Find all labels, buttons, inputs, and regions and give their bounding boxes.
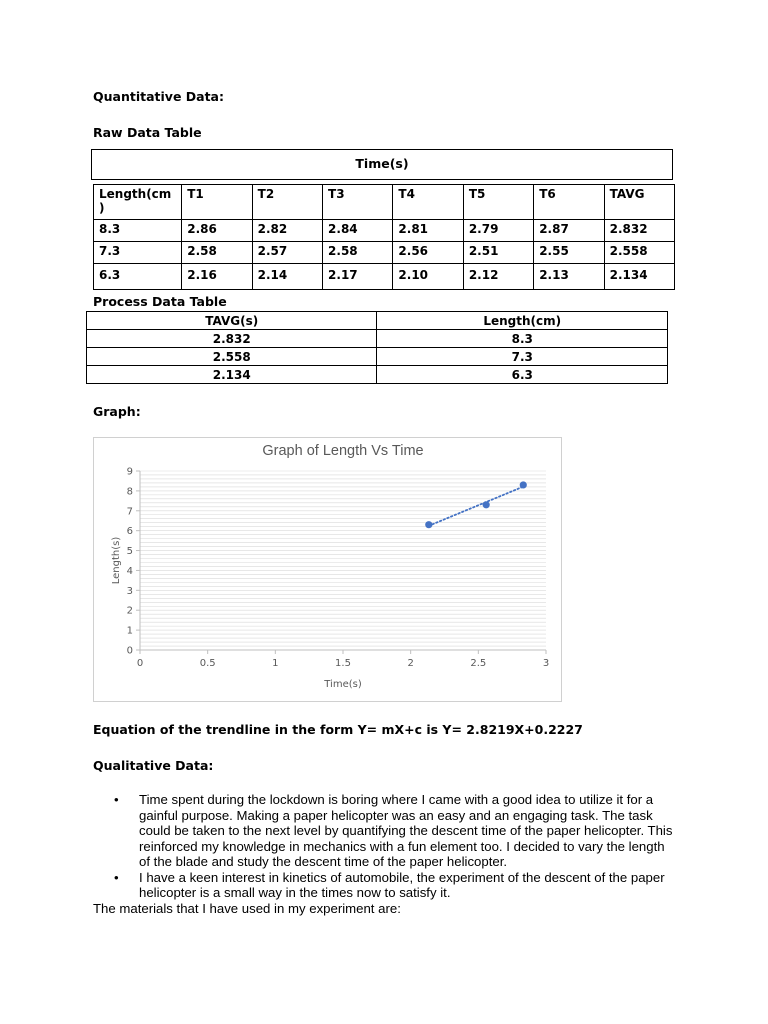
chart-title: Graph of Length Vs Time (262, 443, 424, 459)
column-header: Length(cm ) (94, 185, 182, 220)
table-cell: 6.3 (377, 366, 668, 384)
x-tick-label: 2.5 (470, 658, 487, 669)
table-cell: 2.134 (604, 264, 674, 290)
table-row (87, 348, 668, 366)
y-tick-label: 2 (126, 605, 133, 617)
column-header: T3 (323, 185, 393, 220)
table-row (94, 242, 675, 264)
table-cell: 2.51 (463, 242, 533, 264)
table-cell: 2.14 (252, 264, 322, 290)
data-point (425, 521, 432, 528)
bullet-icon: • (114, 869, 119, 885)
qualitative-heading: Qualitative Data: (93, 758, 214, 773)
list-item-text: Time spent during the lockdown is boring where I came with a good idea to utilize it for a gainful purpose. Making a paper helicopter was an easy and an engaging task. The task could be taken to the next level by quantifying the descent time of the paper helicopter. This reinforced my knowledge in mechanics with a fun element too. I decided to vary the length of the blade and study the descent time of the paper helicopter. (139, 792, 673, 869)
table-cell: 2.832 (87, 330, 377, 348)
table-cell: 7.3 (377, 348, 668, 366)
column-header: T1 (182, 185, 252, 220)
table-cell: 2.58 (323, 242, 393, 264)
table-cell: 8.3 (94, 220, 182, 242)
table-cell: 2.57 (252, 242, 322, 264)
table-cell: 2.87 (534, 220, 604, 242)
x-tick-label: 3 (542, 658, 550, 669)
table-cell: 2.558 (87, 348, 377, 366)
process-data-table (86, 311, 668, 384)
y-axis-label: Length(s) (111, 536, 122, 585)
list-item-text: I have a keen interest in kinetics of automobile, the experiment of the descent of the paper helicopter is a small way in the times now to satisfy it. (139, 869, 665, 900)
quantitative-heading: Quantitative Data: (93, 89, 224, 104)
closing-text: The materials that I have used in my experiment are: (93, 900, 401, 916)
x-tick-label: 1 (272, 658, 279, 669)
trendline-equation: Equation of the trendline in the form Y= mX+c is Y= 2.8219X+0.2227 (93, 722, 583, 737)
table-cell: 2.10 (393, 264, 463, 290)
column-header: T6 (534, 185, 604, 220)
y-tick-label: 0 (126, 645, 133, 657)
table-cell: 7.3 (94, 242, 182, 264)
table-cell: 2.86 (182, 220, 252, 242)
y-tick-label: 5 (126, 546, 133, 558)
table-row (87, 330, 668, 348)
raw-data-table (93, 184, 675, 290)
y-tick-label: 1 (126, 625, 133, 637)
table-cell: 2.832 (604, 220, 674, 242)
y-tick-label: 6 (126, 526, 133, 538)
table-cell: 2.81 (393, 220, 463, 242)
trendline (429, 487, 523, 526)
table-row (87, 366, 668, 384)
table-header-row (94, 185, 675, 220)
x-tick-label: 1.5 (335, 658, 351, 669)
column-header: TAVG (604, 185, 674, 220)
table-cell: 2.82 (252, 220, 322, 242)
x-tick-label: 0.5 (199, 658, 216, 669)
column-header: T4 (393, 185, 463, 220)
table-cell: 2.58 (182, 242, 252, 264)
raw-table-heading: Raw Data Table (93, 125, 202, 140)
table-row (94, 264, 675, 290)
table-cell: 2.558 (604, 242, 674, 264)
table-cell: 2.79 (463, 220, 533, 242)
table-cell: 2.84 (323, 220, 393, 242)
table-cell: 6.3 (94, 264, 182, 290)
data-point (483, 501, 490, 508)
table-cell: 8.3 (377, 330, 668, 348)
table-cell: 2.17 (323, 264, 393, 290)
chart-container (93, 437, 562, 702)
table-cell: 2.56 (393, 242, 463, 264)
table-cell: 2.16 (182, 264, 252, 290)
table-cell: 2.55 (534, 242, 604, 264)
y-tick-label: 7 (126, 506, 133, 518)
y-tick-label: 4 (126, 565, 133, 577)
graph-heading: Graph: (93, 404, 141, 419)
column-header: T5 (463, 185, 533, 220)
x-axis-label: Time(s) (324, 679, 362, 690)
column-header: Length(cm) (377, 312, 668, 330)
process-table-heading: Process Data Table (93, 294, 227, 309)
table-cell: 2.12 (463, 264, 533, 290)
table-header-row (87, 312, 668, 330)
table-cell: 2.134 (87, 366, 377, 384)
table-row (94, 220, 675, 242)
x-tick-label: 0 (136, 658, 144, 669)
qualitative-bullets (93, 792, 678, 916)
bullet-icon: • (114, 792, 119, 807)
y-tick-label: 9 (126, 466, 133, 478)
length-vs-time-chart (94, 438, 561, 701)
y-tick-label: 3 (126, 585, 133, 597)
list-item (93, 870, 678, 901)
y-tick-label: 8 (126, 486, 133, 498)
column-header: TAVG(s) (87, 312, 377, 330)
x-tick-label: 2 (407, 658, 414, 669)
column-header: T2 (252, 185, 322, 220)
time-header: Time(s) (91, 149, 673, 180)
data-point (520, 481, 527, 488)
table-cell: 2.13 (534, 264, 604, 290)
list-item (93, 792, 678, 870)
